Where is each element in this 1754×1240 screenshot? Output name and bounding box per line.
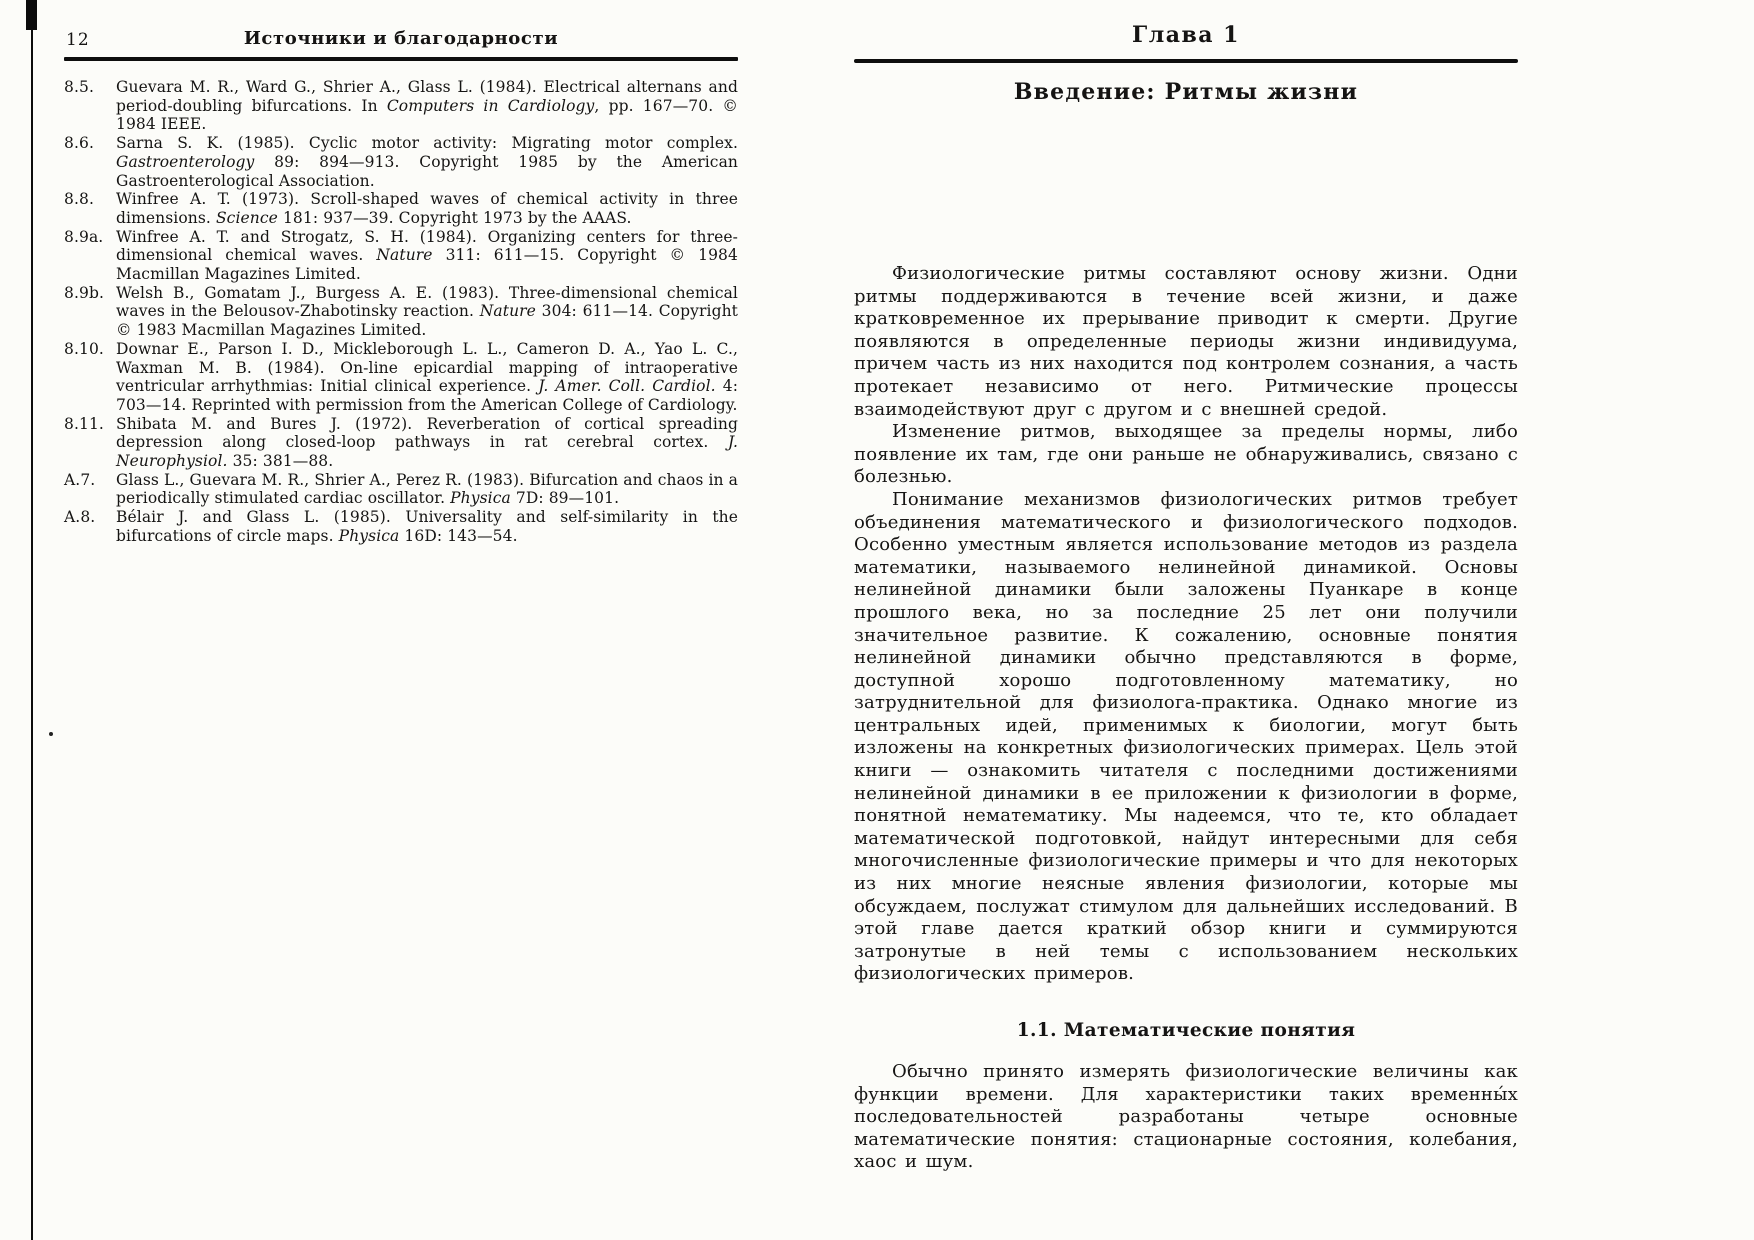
scan-binding-line (31, 0, 33, 1240)
reference-text: Winfree A. T. (1973). Scroll-shaped waves of chemical activity in three dimensions. Science 181: 937—39. Copyright 1973 by the AAAS. (116, 190, 738, 227)
reference-label: 8.6. (64, 134, 94, 153)
reference-text: Glass L., Guevara M. R., Shrier A., Perez R. (1983). Bifurcation and chaos in a periodically stimulated cardiac oscillator. Physica 7D: 89—101. (116, 470, 738, 508)
reference-text: Downar E., Parson I. D., Mickleborough L. L., Cameron D. A., Yao L. C., Waxman M. B. (1984). On-line epicardial mapping of intraoperative ventricular arrhythmias: Initial clinical experience. J. Amer. Coll. Cardiol. 4: 703—14. Reprinted with permission from the American College of Cardiology. (116, 339, 739, 414)
reference-text: Welsh B., Gomatam J., Burgess A. E. (1983). Three-dimensional chemical waves in the Belousov-Zhabotinsky reaction. Nature 304: 611—14. Copyright © 1983 Macmillan Magazines Limited. (116, 283, 738, 340)
chapter-title: Введение: Ритмы жизни (1013, 79, 1359, 105)
reference-item (64, 340, 738, 415)
reference-text: Guevara M. R., Ward G., Shrier A., Glass L. (1984). Electrical alternans and period-doubling bifurcations. In Computers in Cardiology, pp. 167—70. © 1984 IEEE. (116, 78, 738, 134)
reference-item (64, 190, 738, 227)
reference-item (64, 134, 738, 190)
header-rule (64, 57, 738, 61)
paragraph: Понимание механизмов физиологических ритмов требует объединения математического и физиологического подходов. Особенно уместным является использование методов из раздела математики, называемого нелинейной динамикой. Основы нелинейной динамики были заложены Пуанкаре в конце прошлого века, но за последние 25 лет они получили значительное развитие. К сожалению, основные понятия нелинейной динамики обычно представляются в форме, доступной хорошо подготовленному математику, но затруднительной для физиолога-практика. Однако многие из центральных идей, применимых к биологии, могут быть изложены на конкретных физиологических примерах. Цель этой книги — ознакомить читателя с последними достижениями нелинейной динамики в ее приложении к физиологии в форме, понятной нематематику. Мы надеемся, что те, кто обладает математической подготовкой, найдут интересными для себя многочисленные физиологические примеры и что для некоторых из них многие неясные явления физиологии, которые мы обсуждаем, послужат стимулом для дальнейших исследований. В этой главе дается краткий обзор книги и суммируются затронутые в ней темы с использованием нескольких физиологических примеров. (854, 488, 1518, 985)
paragraph: Изменение ритмов, выходящее за пределы нормы, либо появление их там, где они раньше не обнаруживались, связано с болезнью. (854, 421, 1518, 488)
reference-label: 8.11. (64, 414, 104, 433)
reference-item (64, 284, 738, 340)
chapter-rule (854, 59, 1518, 63)
section-heading: 1.1. Математические понятия (1016, 1020, 1356, 1041)
paragraph: Обычно принято измерять физиологические величины как функции времени. Для характеристики таких временны́х последовательностей разработаны четыре основные математические понятия: стационарные состояния, колебания, хаос и шум. (854, 1061, 1518, 1173)
chapter-body (854, 263, 1518, 986)
reference-item (64, 508, 738, 545)
chapter-label: Глава 1 (1132, 22, 1240, 48)
reference-item (64, 78, 738, 134)
reference-label: 8.5. (64, 78, 94, 96)
reference-list (64, 78, 738, 546)
section-body (854, 1061, 1518, 1174)
left-page (64, 26, 738, 546)
page-number: 12 (66, 30, 90, 50)
scan-binding-mark (26, 0, 37, 30)
reference-text: Sarna S. K. (1985). Cyclic motor activity: Migrating motor complex. Gastroenterology 89: 894—913. Copyright 1985 by the American Gastroenterological Association. (116, 134, 738, 190)
reference-text: Bélair J. and Glass L. (1985). Universality and self-similarity in the bifurcations of circle maps. Physica 16D: 143—54. (116, 508, 738, 545)
paragraph: Физиологические ритмы составляют основу жизни. Одни ритмы поддерживаются в течение всей жизни, и даже кратковременное их прерывание приводит к смерти. Другие появляются в определенные периоды жизни индивидуума, причем часть из них находится под контролем сознания, а часть протекает независимо от него. Ритмические процессы взаимодействуют друг с другом и с внешней средой. (854, 263, 1518, 420)
reference-item (64, 471, 738, 508)
reference-label: A.8. (64, 508, 96, 527)
scan-speck (49, 732, 53, 736)
reference-text: Winfree A. T. and Strogatz, S. H. (1984). Organizing centers for three-dimensional chemical waves. Nature 311: 611—15. Copyright © 1984 Macmillan Magazines Limited. (116, 227, 738, 284)
running-head: Источники и благодарности (243, 28, 559, 49)
reference-label: A.7. (64, 470, 96, 489)
reference-label: 8.10. (64, 339, 104, 358)
reference-label: 8.9b. (64, 283, 104, 302)
reference-item (64, 415, 738, 471)
reference-label: 8.8. (64, 190, 94, 209)
reference-item (64, 228, 738, 284)
reference-text: Shibata M. and Bures J. (1972). Reverberation of cortical spreading depression along closed-loop pathways in rat cerebral cortex. J. Neurophysiol. 35: 381—88. (116, 414, 738, 471)
right-page (854, 22, 1518, 1174)
reference-label: 8.9a. (64, 227, 104, 246)
left-page-header (64, 26, 738, 52)
